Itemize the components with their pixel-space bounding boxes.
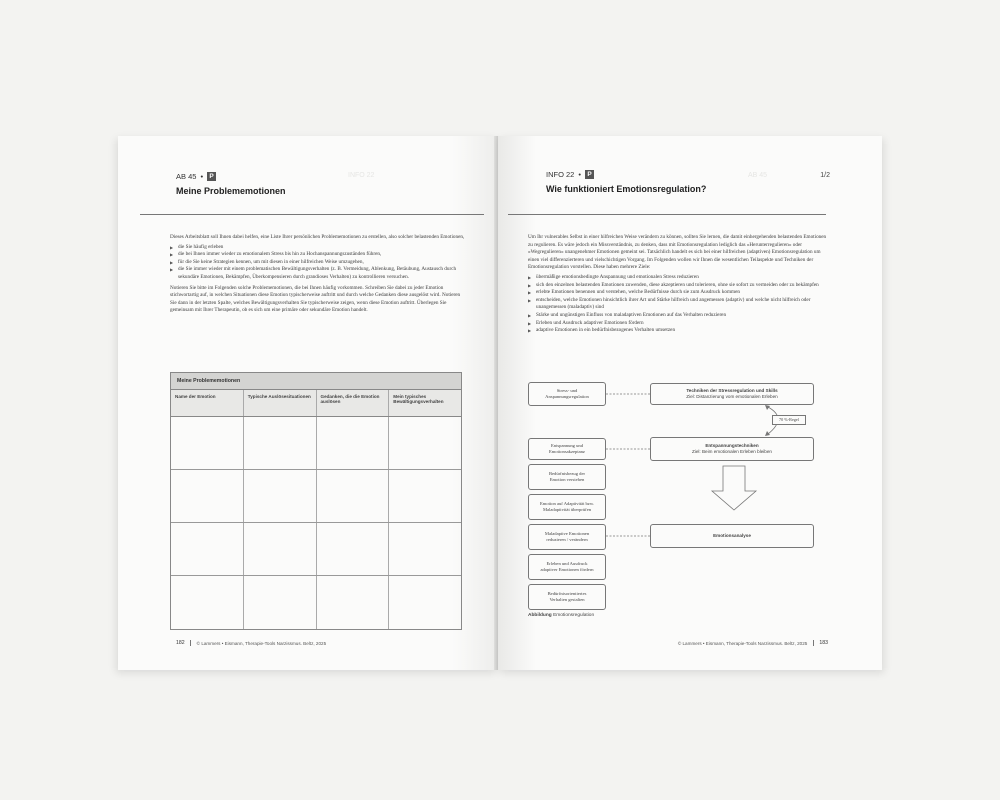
table-cell[interactable] bbox=[244, 470, 317, 522]
problem-emotions-table bbox=[170, 372, 462, 630]
arrowhead-icon bbox=[765, 431, 770, 436]
table-row bbox=[171, 576, 461, 629]
step-box bbox=[528, 464, 606, 490]
right-page bbox=[498, 136, 882, 670]
column-header: Typische Auslösesituationen bbox=[244, 390, 317, 416]
list-item: ▶ entscheiden, welche Emotionen hinsichtlich ihrer Art und Stärke hilfreich und angemessen (adaptiv) und welche nicht hilfreich oder unangemessen (maladaptiv) sind bbox=[528, 297, 828, 312]
column-header: Mein typisches Bewältigungsverhalten bbox=[393, 394, 444, 404]
technique-title: Techniken der Stressregulation und Skills bbox=[686, 388, 778, 393]
list-item: ▶ Erleben und Ausdruck adaptiver Emotionen fördern bbox=[528, 320, 828, 328]
list-item: ▶ die bei Ihnen immer wieder zu emotionalem Stress bis hin zu Hochanspannungszuständen führen, bbox=[170, 251, 466, 259]
bleed-through-text: INFO 22 bbox=[348, 172, 375, 179]
step-box-line1: Erleben und Ausdruck bbox=[546, 561, 588, 566]
right-footer bbox=[678, 640, 828, 646]
open-book bbox=[118, 136, 882, 670]
column-header: Gedanken, die die Emotion auslösen bbox=[317, 390, 390, 416]
step-box bbox=[528, 494, 606, 520]
list-item: ▶ übermäßige emotionsbedingte Anspannung und emotionalen Stress reduzieren bbox=[528, 274, 828, 282]
step-box-line2: adaptiver Emotionen fördern bbox=[540, 567, 594, 572]
info-number: INFO 22 bbox=[546, 170, 575, 179]
list-item: ▶ sich den einzelnen belastenden Emotionen zuwenden, diese akzeptieren und tolerieren, ohne sie sofort zu vermeiden oder zu bekämpfen bbox=[528, 282, 828, 290]
technique-goal: Ziel: Beim emotionalen Erleben bleiben bbox=[692, 449, 772, 454]
technique-title: Entspannungstechniken bbox=[705, 443, 759, 448]
list-item: ▶ für die Sie keine Strategien kennen, um mit diesen in einer hilfreichen Weise umzugehen, bbox=[170, 259, 466, 267]
separator: • bbox=[200, 172, 204, 181]
technique-title: Emotionsanalyse bbox=[713, 533, 751, 538]
step-box bbox=[528, 382, 606, 406]
step-box-line1: Entspannung und bbox=[550, 443, 584, 448]
step-box-line2: Emotionsakzeptanz bbox=[549, 449, 585, 454]
technique-goal: Ziel: Distanzierung vom emotionalen Erleben bbox=[686, 394, 778, 399]
table-cell[interactable] bbox=[317, 417, 390, 469]
list-item: ▶ die Sie immer wieder mit einem problematischen Bewältigungsverhalten (z. B. Vermeidung, Ablenkung, Betäubung, Austausch durch sekundäre Emotionen, Bekämpfen, Überkompensieren durch grandioses Verhalten) zu kontrollieren versuchen. bbox=[170, 266, 466, 281]
list-item: ▶ erlebte Emotionen benennen und verstehen, welche Bedürfnisse durch sie zum Ausdruck kommen bbox=[528, 289, 828, 297]
caption-text: Emotionsregulation bbox=[553, 613, 595, 618]
intro-paragraph: Um Ihr vulnerables Selbst in einer hilfreichen Weise verändern zu können, sollten Sie lernen, die damit einhergehenden belastenden Emotionen zu regulieren. Es wäre jedoch ein Missverständnis, zu denken, dass mit Emotionsregulation lediglich das »Herunterregulieren« oder »Wegregulieren« unangenehmer Emotionen gemeint sei. Tatsächlich handelt es sich bei einer hilfreichen (adaptiven) Emotionsregulation um einen viel differenzierteren und vielschichtigen Vorgang. Im Folgenden wollen wir Ihnen die wesentlichen Teilaspekte und Techniken der Emotionsregulation vorstellen. Diese haben mehrere Ziele: bbox=[528, 234, 827, 271]
table-cell[interactable] bbox=[317, 523, 390, 575]
down-arrow-icon bbox=[712, 466, 756, 510]
worksheet-number: AB 45 bbox=[176, 172, 197, 181]
table-cell[interactable] bbox=[244, 523, 317, 575]
step-box-line2: Maladaptivität überprüfen bbox=[542, 507, 592, 512]
column-header: Name der Emotion bbox=[171, 390, 244, 416]
list-item: ▶ adaptive Emotionen in ein bedürfnisbezogenes Verhalten umsetzen bbox=[528, 327, 828, 335]
step-box-line2: reduzieren / verändern bbox=[546, 537, 588, 542]
table-row bbox=[171, 417, 461, 470]
page-title: Wie funktioniert Emotionsregulation? bbox=[546, 184, 707, 194]
list-item: ▶ Stärke und ungünstigen Einfluss von maladaptiven Emotionen auf das Verhalten reduzieren bbox=[528, 312, 828, 320]
table-cell[interactable] bbox=[171, 523, 244, 575]
step-box-line2: Verhalten gestalten bbox=[549, 597, 585, 602]
table-cell[interactable] bbox=[389, 576, 461, 629]
step-box-line1: Stress- und bbox=[556, 388, 578, 393]
technique-box bbox=[650, 383, 814, 405]
table-cell[interactable] bbox=[389, 470, 461, 522]
step-box bbox=[528, 438, 606, 460]
step-box-line1: Emotion auf Adaptivität bzw. bbox=[539, 501, 595, 506]
p-badge-icon: P bbox=[207, 172, 216, 181]
instruction-paragraph: Notieren Sie bitte im Folgenden solche Problememotionen, die bei Ihnen häufig vorkommen. Schreiben Sie dabei zu jeder Emotion stichwortartig auf, in welchen Situationen diese Emotion typischerweise auftritt und durch welche Gedanken diese ausgelöst wird. Notieren Sie dann in der letzten Spalte, welches Bewältigungsverhalten Sie typischerweise zeigen, wenn diese Emotion auftritt. Überlegen Sie gemeinsam mit Ihrer Therapeutin, ob es sich um eine primäre oder sekundäre Emotion handelt. bbox=[170, 284, 461, 314]
left-footer bbox=[176, 640, 326, 646]
table-cell[interactable] bbox=[171, 576, 244, 629]
intro-paragraph: Dieses Arbeitsblatt soll Ihnen dabei helfen, eine Liste Ihrer persönlichen Problememotionen zu erstellen, also solcher belastenden Emotionen, bbox=[170, 234, 465, 240]
rule-label: 70 %-Regel bbox=[779, 417, 799, 422]
table-cell[interactable] bbox=[389, 417, 461, 469]
technique-box bbox=[650, 524, 814, 548]
worksheet-body bbox=[170, 234, 466, 317]
step-box-line2: Emotion verstehen bbox=[549, 477, 585, 482]
table-row bbox=[171, 523, 461, 576]
bleed-through-text: AB 45 bbox=[748, 172, 768, 179]
worksheet-label bbox=[176, 172, 216, 181]
step-box-line1: Bedürfnisbezug der bbox=[548, 471, 586, 476]
copyright: © Lammers • Eismann, Therapie-Tools Narzissmus. Beltz, 2025 bbox=[677, 640, 808, 646]
step-box bbox=[528, 554, 606, 580]
copyright: © Lammers • Eismann, Therapie-Tools Narzissmus. Beltz, 2025 bbox=[196, 640, 327, 646]
rule-label-box bbox=[772, 415, 806, 425]
step-box-line1: Maladaptive Emotionen bbox=[544, 531, 590, 536]
caption-label: Abbildung bbox=[528, 613, 552, 618]
technique-box bbox=[650, 437, 814, 461]
table-cell[interactable] bbox=[171, 470, 244, 522]
p-badge-icon: P bbox=[585, 170, 594, 179]
bullet-list bbox=[170, 244, 466, 282]
header-rule bbox=[140, 214, 484, 215]
table-cell[interactable] bbox=[244, 417, 317, 469]
separator: • bbox=[578, 170, 581, 179]
step-box bbox=[528, 524, 606, 550]
step-box-line2: Anspannungsregulation bbox=[545, 394, 589, 399]
table-cell[interactable] bbox=[389, 523, 461, 575]
step-box-line1: Bedürfnisorientiertes bbox=[547, 591, 587, 596]
step-box bbox=[528, 584, 606, 610]
table-title: Meine Problememotionen bbox=[171, 373, 461, 390]
table-row bbox=[171, 470, 461, 523]
page-number: 182 bbox=[176, 640, 191, 646]
page-number: 183 bbox=[813, 640, 828, 646]
list-item: ▶ die Sie häufig erleben bbox=[170, 244, 466, 252]
page-count: 1/2 bbox=[820, 172, 830, 179]
figure-caption bbox=[528, 613, 594, 618]
table-cell[interactable] bbox=[317, 470, 390, 522]
table-cell[interactable] bbox=[317, 576, 390, 629]
page-title: Meine Problememotionen bbox=[176, 186, 286, 196]
left-page bbox=[118, 136, 498, 670]
table-cell[interactable] bbox=[171, 417, 244, 469]
table-header-row bbox=[171, 390, 461, 417]
table-cell[interactable] bbox=[244, 576, 317, 629]
